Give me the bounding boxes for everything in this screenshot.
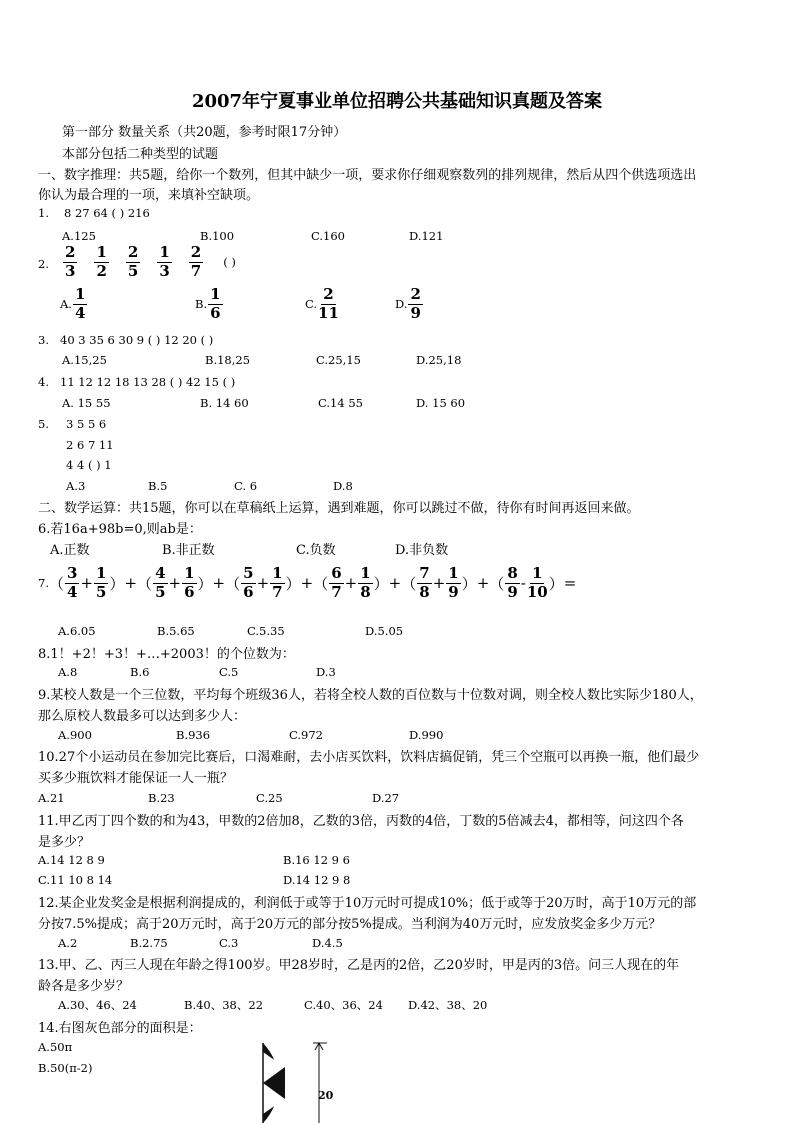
q2-sequence [62,245,236,280]
q4-sequence: 11 12 12 18 13 28 ( ) 42 15 ( ) [60,375,236,389]
q6-option-a: A.正数 [50,543,90,558]
q2-fraction: $\frac{1}{3}$ [159,243,170,280]
q10-line1: 10.27个小运动员在参加完比赛后，口渴难耐，去小店买饮料，饮料店搞促销，凭三个空瓶可以再换一瓶，他们最少 [38,750,700,765]
q8-option-c: C.5 [219,665,239,679]
q4-label: 4. [38,375,49,389]
q10-line2: 买多少瓶饮料才能保证一人一瓶？ [38,771,234,786]
q13-line2: 龄各是多少岁？ [38,979,130,994]
part1-header: 第一部分 数量关系（共20题，参考时限17分钟） [62,125,347,140]
q2-fraction: $\frac{2}{7}$ [190,243,202,280]
q9-option-a: A.900 [58,728,92,742]
q6-question: 6.若16a+98b=0,则ab是： [38,522,202,537]
q11-option-c: C.11 10 8 14 [38,873,113,887]
q1-option-c: C.160 [311,229,345,243]
q11-line1: 11.甲乙丙丁四个数的和为43，甲数的2倍加8，乙数的3倍，丙数的4倍，丁数的5倍减去4，都相等，问这四个各 [38,814,684,829]
q2-blank: ( ) [223,255,236,270]
q2-option-b: B. $\frac{1}{6}$ [195,285,221,322]
q2-option-d: D. $\frac{2}{9}$ [395,285,421,322]
q11-line2: 是多少？ [38,835,91,850]
q13-line1: 13.甲、乙、丙三人现在年龄之得100岁。甲28岁时，乙是丙的2倍，乙20岁时，甲是丙的3倍。问三人现在的年 [38,958,680,973]
q11-option-d: D.14 12 9 8 [283,873,351,887]
q3-option-d: D.25,18 [416,353,462,367]
q1-option-a: A.125 [62,229,96,243]
q11-option-a: A.14 12 8 9 [38,853,105,867]
q9-option-c: C.972 [289,728,323,742]
q9-line2: 那么原校人数最多可以达到多少人： [38,709,247,724]
q9-option-d: D.990 [409,728,444,742]
q13-option-c: C.40、36、24 [304,998,383,1012]
q5-option-c: C. 6 [234,479,258,493]
q13-option-a: A.30、46、24 [58,998,137,1012]
q4-option-b: B. 14 60 [200,396,249,410]
q12-option-d: D.4.5 [312,936,343,950]
part1-note: 本部分包括二种类型的试题 [62,147,219,162]
q5-row-2: 2 6 7 11 [66,438,114,452]
q8-option-b: B.6 [130,665,150,679]
q14-question: 14.右图灰色部分的面积是： [38,1021,202,1036]
q5-option-a: A.3 [66,479,86,493]
q7-option-c: C.5.35 [247,624,285,638]
q14-option-a: A.50π [38,1040,73,1054]
section2-intro: 二、数学运算：共15题，你可以在草稿纸上运算，遇到难题，你可以跳过不做，待你有时间再返回来做。 [38,501,640,516]
q2-option-a: A. $\frac{1}{4}$ [60,285,86,322]
q1-label: 1. [38,206,49,220]
q5-label: 5. [38,417,49,431]
q10-option-d: D.27 [372,791,400,805]
page-title: 2007年宁夏事业单位招聘公共基础知识真题及答案 [191,91,603,112]
q7-option-d: D.5.05 [365,624,404,638]
q2-fraction: $\frac{2}{5}$ [127,243,139,280]
q10-option-a: A.21 [38,791,65,805]
q12-option-a: A.2 [58,936,78,950]
q2-label: 2. [38,257,49,271]
q14-figure-label: 20 [318,1089,334,1102]
q4-option-c: C.14 55 [318,396,363,410]
q14-geometry-figure [255,1040,345,1123]
q2-fraction: $\frac{2}{3}$ [65,243,76,280]
q8-option-a: A.8 [58,665,78,679]
section1-intro-line1: 一、数字推理：共5题，给你一个数列，但其中缺少一项，要求你仔细观察数列的排列规律，然后从四个供选项选出 [38,168,697,183]
q3-option-c: C.25,15 [316,353,361,367]
q4-option-d: D. 15 60 [416,396,466,410]
q3-option-a: A.15,25 [62,353,107,367]
q4-option-a: A. 15 55 [62,396,111,410]
q5-row-3: 4 4 ( ) 1 [66,458,112,472]
q12-option-c: C.3 [219,936,239,950]
q10-option-c: C.25 [256,791,283,805]
q7-expression: 7. （ $\frac{3}{4}$ + $\frac{1}{5}$ ） + （ $\frac{4}{5}$ + $\frac{1}{6}$ ） + （ $\frac{5}{6}$ + $\frac{1}{7}$ ） + （ $\frac{6}{7}$ + $\frac{1}{8}$ ） + （ $\frac{7}{8}$ + $\frac{1}{9}$ ） + （ $\frac{8}{9}$ - $\frac{1}{10}$ ） = [38,564,577,601]
q3-option-b: B.18,25 [205,353,251,367]
q1-sequence: 8 27 64 ( ) 216 [64,206,150,220]
q12-line1: 12.某企业发奖金是根据利润提成的，利润低于或等于10万元时可提成10%；低于或等于20万时，高于10万元的部 [38,896,697,911]
q13-option-d: D.42、38、20 [408,998,488,1012]
q14-option-b: B.50(π-2) [38,1061,93,1075]
q7-option-b: B.5.65 [157,624,195,638]
section1-intro-line2: 你认为最合理的一项，来填补空缺项。 [38,188,260,203]
q3-sequence: 40 3 35 6 30 9 ( ) 12 20 ( ) [60,333,214,347]
q12-option-b: B.2.75 [130,936,168,950]
q6-option-b: B.非正数 [162,543,215,558]
q2-option-c: C. $\frac{2}{11}$ [305,285,339,322]
q5-option-d: D.8 [333,479,353,493]
q1-option-d: D.121 [409,229,444,243]
q7-option-a: A.6.05 [58,624,96,638]
q9-line1: 9.某校人数是一个三位数，平均每个班级36人，若将全校人数的百位数与十位数对调，则全校人数比实际少180人， [38,688,703,703]
q7-label: 7. [38,576,49,591]
q1-option-b: B.100 [200,229,235,243]
q3-label: 3. [38,333,49,347]
q8-option-d: D.3 [316,665,336,679]
q2-fraction: $\frac{1}{2}$ [96,243,107,280]
q10-option-b: B.23 [148,791,175,805]
q6-option-c: C.负数 [296,543,336,558]
q13-option-b: B.40、38、22 [184,998,264,1012]
q8-question: 8.1！+2！+3！+…+2003！的个位数为： [38,647,295,662]
q6-option-d: D.非负数 [395,543,449,558]
q11-option-b: B.16 12 9 6 [283,853,350,867]
q9-option-b: B.936 [176,728,211,742]
q12-line2: 分按7.5%提成；高于20万元时，高于20万元的部分按5%提成。当利润为40万元时，应发放奖金多少万元？ [38,917,662,932]
q5-row-1: 3 5 5 6 [66,417,107,431]
q5-option-b: B.5 [148,479,168,493]
